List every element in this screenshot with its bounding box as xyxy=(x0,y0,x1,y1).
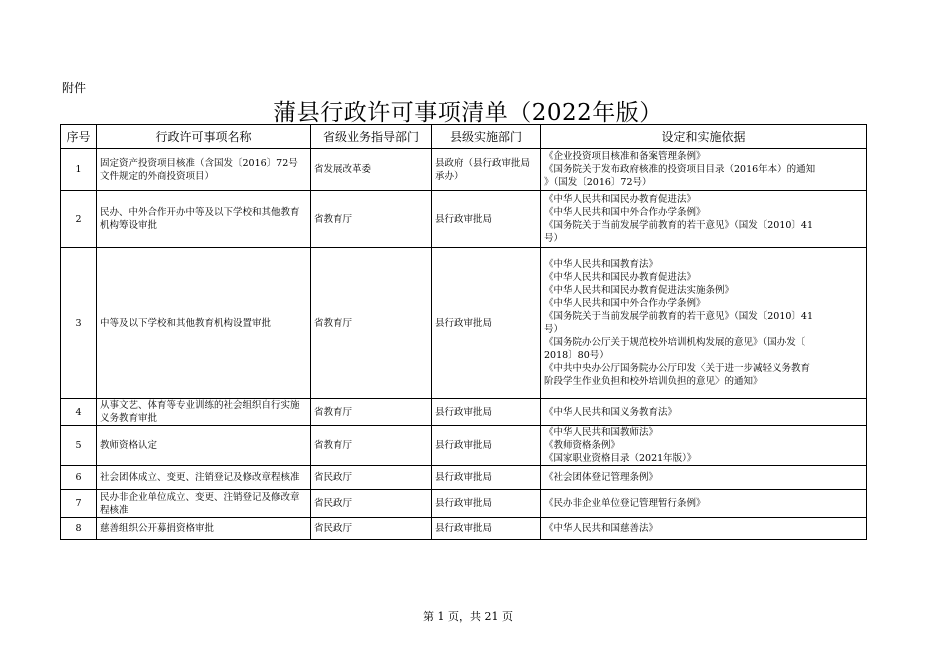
basis-line: 《中华人民共和国教师法》 xyxy=(544,427,659,438)
legal-basis xyxy=(541,466,867,490)
row-number: 3 xyxy=(61,248,97,399)
table-row xyxy=(61,399,867,426)
permit-name: 从事文艺、体育等专业训练的社会组织自行实施义务教育审批 xyxy=(97,399,311,426)
legal-basis xyxy=(541,399,867,426)
permit-name: 固定资产投资项目核准（含国发〔2016〕72号文件规定的外商投资项目） xyxy=(97,149,311,191)
basis-line: 2018〕80号） xyxy=(544,350,609,361)
county-dept: 县行政审批局 xyxy=(432,518,541,540)
county-dept: 县行政审批局 xyxy=(432,466,541,490)
table-header-row xyxy=(61,125,867,149)
legal-basis xyxy=(541,426,867,466)
table-row xyxy=(61,466,867,490)
basis-line: 《国务院关于发布政府核准的投资项目目录（2016年本）的通知 xyxy=(544,164,816,175)
column-header-no: 序号 xyxy=(61,125,97,149)
column-header-name: 行政许可事项名称 xyxy=(97,125,311,149)
column-header-county-dept: 县级实施部门 xyxy=(432,125,541,149)
province-dept: 省教育厅 xyxy=(311,426,432,466)
basis-line: 《国家职业资格目录（2021年版）》 xyxy=(544,453,697,464)
legal-basis xyxy=(541,149,867,191)
legal-basis xyxy=(541,248,867,399)
table-row xyxy=(61,248,867,399)
row-number: 4 xyxy=(61,399,97,426)
basis-line: 《中华人民共和国慈善法》 xyxy=(544,523,659,534)
province-dept: 省民政厅 xyxy=(311,490,432,518)
permit-name: 中等及以下学校和其他教育机构设置审批 xyxy=(97,248,311,399)
row-number: 8 xyxy=(61,518,97,540)
basis-line: 》（国发〔2016〕72号） xyxy=(544,177,652,188)
basis-line: 《中华人民共和国民办教育促进法》 xyxy=(544,272,697,283)
province-dept: 省教育厅 xyxy=(311,399,432,426)
basis-line: 《中华人民共和国义务教育法》 xyxy=(544,406,678,418)
basis-line: 《企业投资项目核准和备案管理条例》 xyxy=(544,151,706,162)
table-row xyxy=(61,426,867,466)
permit-name: 民办、中外合作开办中等及以下学校和其他教育机构筹设审批 xyxy=(97,191,311,248)
county-dept: 县政府（县行政审批局承办） xyxy=(432,149,541,191)
page-title: 蒲县行政许可事项清单（2022年版） xyxy=(273,100,663,126)
legal-basis xyxy=(541,191,867,248)
province-dept: 省发展改革委 xyxy=(311,149,432,191)
county-dept: 县行政审批局 xyxy=(432,399,541,426)
attachment-label: 附件 xyxy=(62,81,87,95)
row-number: 2 xyxy=(61,191,97,248)
permit-name: 民办非企业单位成立、变更、注销登记及修改章程核准 xyxy=(97,490,311,518)
table-row xyxy=(61,490,867,518)
permit-name: 慈善组织公开募捐资格审批 xyxy=(97,518,311,540)
basis-line: 《中华人民共和国民办教育促进法实施条例》 xyxy=(544,285,735,296)
permit-name: 社会团体成立、变更、注销登记及修改章程核准 xyxy=(97,466,311,490)
table-row xyxy=(61,518,867,540)
column-header-basis: 设定和实施依据 xyxy=(541,125,867,149)
basis-line: 《国务院关于当前发展学前教育的若干意见》（国发〔2010〕41 xyxy=(544,311,814,322)
page-footer: 第 1 页，共 21 页 xyxy=(423,610,513,623)
basis-line: 《中共中央办公厅国务院办公厅印发〈关于进一步减轻义务教育 xyxy=(544,363,811,374)
basis-line: 《民办非企业单位登记管理暂行条例》 xyxy=(544,498,706,509)
column-header-province-dept: 省级业务指导部门 xyxy=(311,125,432,149)
row-number: 5 xyxy=(61,426,97,466)
county-dept: 县行政审批局 xyxy=(432,191,541,248)
basis-line: 《国务院办公厅关于规范校外培训机构发展的意见》（国办发〔 xyxy=(544,337,806,348)
province-dept: 省民政厅 xyxy=(311,518,432,540)
basis-line: 《中华人民共和国教育法》 xyxy=(544,259,659,270)
permit-table xyxy=(60,124,867,540)
basis-line: 号） xyxy=(544,233,564,244)
basis-line: 《中华人民共和国中外合作办学条例》 xyxy=(544,207,706,218)
basis-line: 号） xyxy=(544,324,564,335)
basis-line: 《中华人民共和国民办教育促进法》 xyxy=(544,194,697,205)
county-dept: 县行政审批局 xyxy=(432,490,541,518)
permit-name: 教师资格认定 xyxy=(97,426,311,466)
legal-basis xyxy=(541,518,867,540)
province-dept: 省教育厅 xyxy=(311,248,432,399)
province-dept: 省教育厅 xyxy=(311,191,432,248)
row-number: 7 xyxy=(61,490,97,518)
basis-line: 《社会团体登记管理条例》 xyxy=(544,472,659,483)
basis-line: 《国务院关于当前发展学前教育的若干意见》（国发〔2010〕41 xyxy=(544,220,814,231)
legal-basis xyxy=(541,490,867,518)
county-dept: 县行政审批局 xyxy=(432,426,541,466)
basis-line: 阶段学生作业负担和校外培训负担的意见〉的通知》 xyxy=(544,376,763,387)
county-dept: 县行政审批局 xyxy=(432,248,541,399)
basis-line: 《中华人民共和国中外合作办学条例》 xyxy=(544,298,706,309)
basis-line: 《教师资格条例》 xyxy=(544,440,621,451)
province-dept: 省民政厅 xyxy=(311,466,432,490)
row-number: 1 xyxy=(61,149,97,191)
row-number: 6 xyxy=(61,466,97,490)
table-row xyxy=(61,149,867,191)
table-row xyxy=(61,191,867,248)
